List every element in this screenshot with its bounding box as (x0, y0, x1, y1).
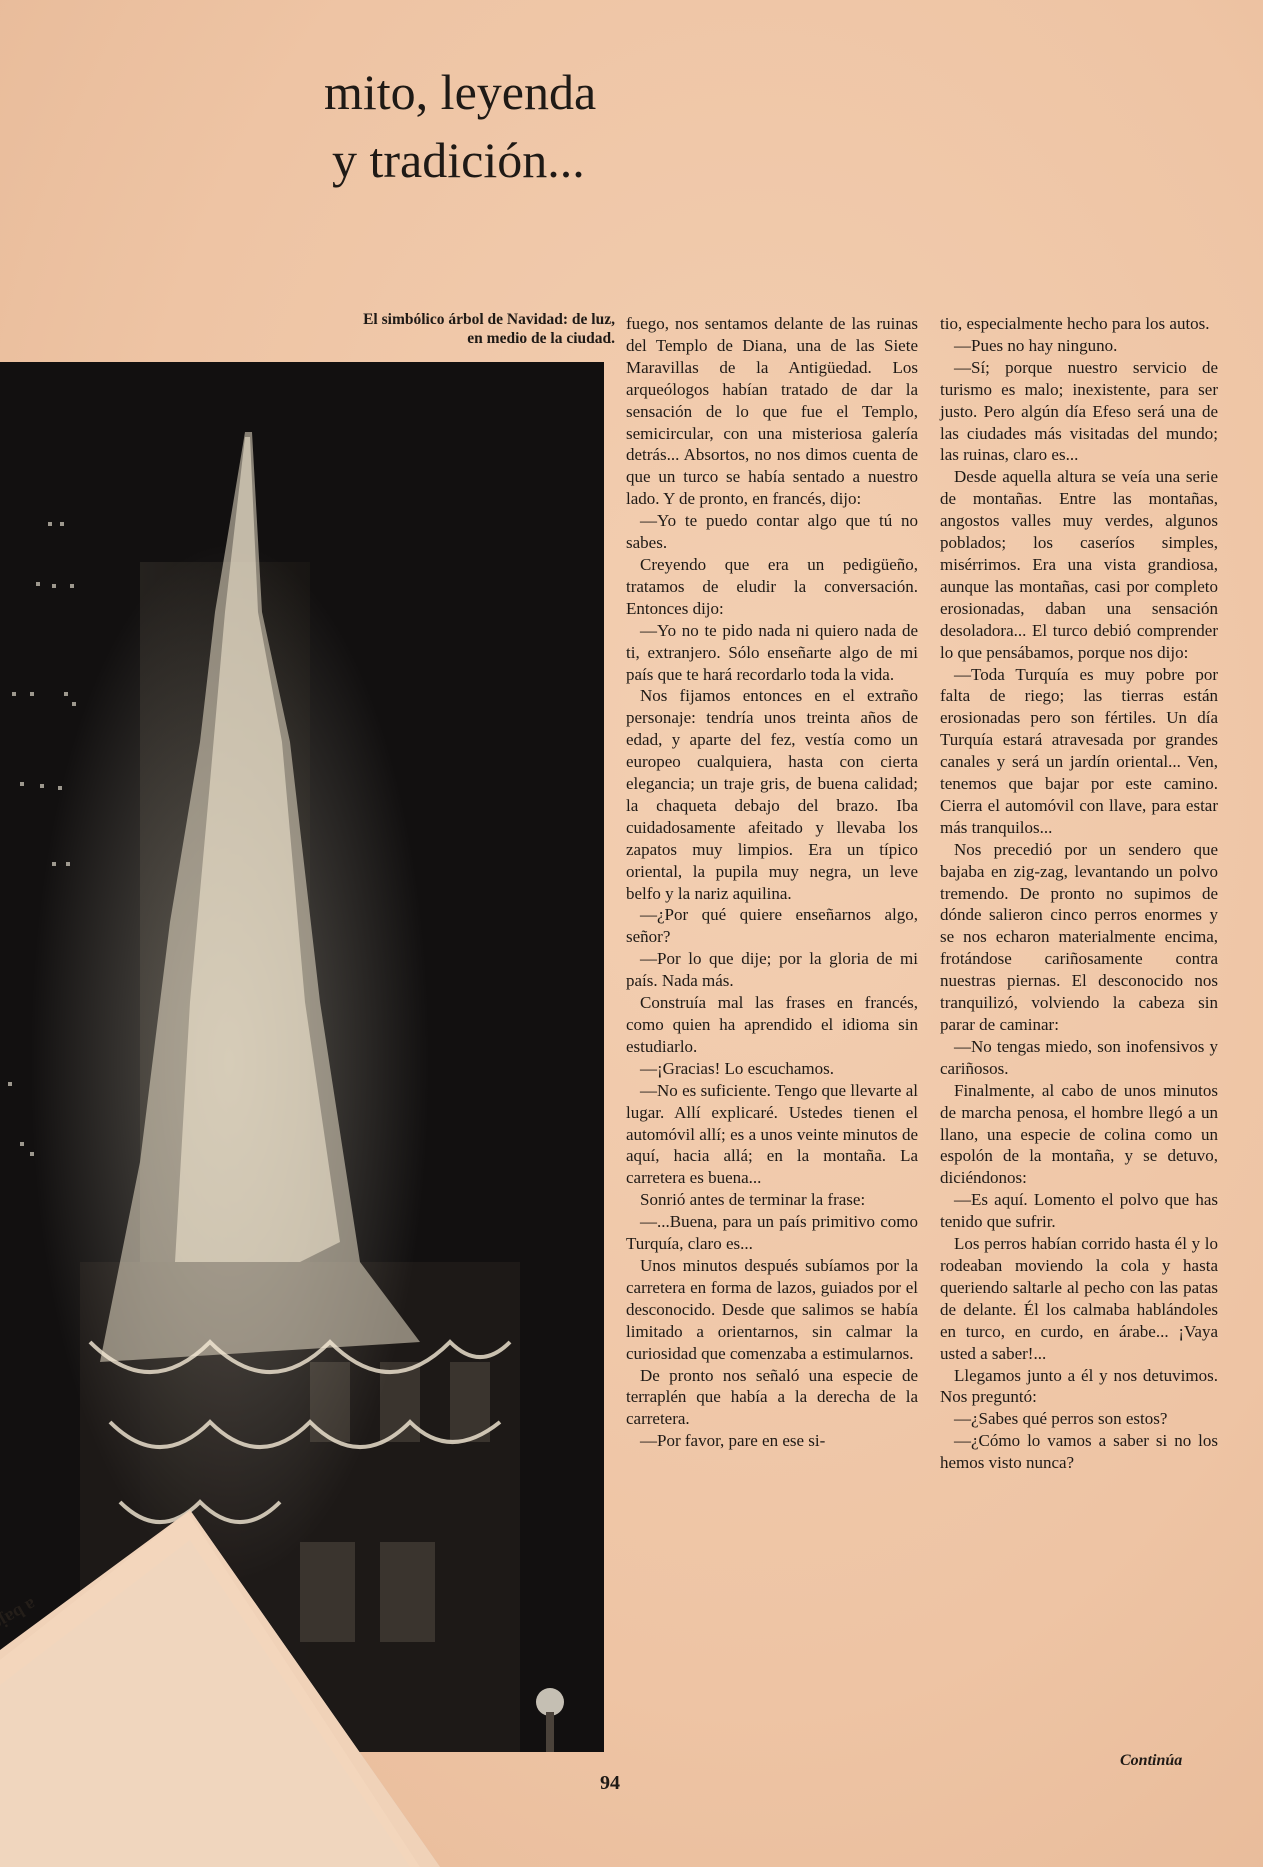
paragraph: —Yo te puedo contar algo que tú no sabes. (626, 511, 918, 553)
paragraph: Construía mal las frases en francés, como quien ha aprendido el idioma sin estudiarlo. (626, 993, 918, 1056)
paragraph: Nos fijamos entonces en el extraño personaje: tendría unos treinta años de edad, y aparte del fez, vestía como un europeo cualquiera, hasta con cierta elegancia; un traje gris, de buena calidad; la chaqueta debajo del brazo. Iba cuidadosamente afeitado y llevaba los zapatos muy limpios. Era un típico oriental, la pupila muy negra, un leve belfo y la nariz aquilina. (626, 686, 918, 903)
paragraph: Creyendo que era un pedigüeño, tratamos de eludir la conversación. Entonces dijo: (626, 554, 918, 618)
paragraph: Unos minutos después subíamos por la carretera en forma de lazos, guiados por el desconocido. Desde que salimos se había limitado a orientarnos, sin calmar la curiosidad que comenzaba a estimularnos. (626, 1255, 918, 1363)
title-line-2: y tradición... (332, 132, 585, 188)
caption-line-2: en medio de la ciudad. (467, 330, 615, 347)
paragraph: Nos precedió por un sendero que bajaba en zig-zag, levantando un polvo tremendo. De pronto no supimos de dónde salieron cinco perros enormes y se nos echaron materialmente encima, frotándose cariñosamente contra nuestras piernas. El desconocido nos tranquilizó, volviendo la cabeza sin parar de caminar: (940, 839, 1218, 1034)
paragraph: —Por lo que dije; por la gloria de mi país. Nada más. (626, 949, 918, 991)
paragraph: De pronto nos señaló una especie de terraplén que había a la derecha de la carretera. (626, 1365, 918, 1429)
paragraph: —Por favor, pare en ese si- (640, 1431, 826, 1451)
text-column-2 (940, 313, 1218, 1474)
paragraph: fuego, nos sentamos delante de las ruinas del Templo de Diana, una de las Siete Maravillas de la Antigüedad. Los arqueólogos habían tratado de dar la sensación de lo que fue el Templo, semicircular, con una misteriosa galería detrás... Absortos, no nos dimos cuenta de que un turco se había sentado a nuestro lado. Y de pronto, en francés, dijo: (626, 314, 918, 509)
paragraph: Desde aquella altura se veía una serie de montañas. Entre las montañas, angostos valles muy verdes, algunos poblados; los caseríos simples, misérrimos. Era una vista grandiosa, aunque las montañas, casi por completo erosionadas, daban una sensación desoladora... El turco debió comprender lo que pensábamos, porque nos dijo: (940, 467, 1218, 662)
text-column-1 (626, 313, 918, 1452)
paragraph: —¿Por qué quiere enseñarnos algo, señor? (626, 905, 918, 947)
paragraph: —Pues no hay ninguno. (954, 335, 1118, 355)
paragraph: —Sí; porque nuestro servicio de turismo es malo; inexistente, para ser justo. Pero algún día Efeso será una de las ciudades más visitadas del mundo; las ruinas, claro es... (940, 357, 1218, 465)
paragraph: —Toda Turquía es muy pobre por falta de riego; las tierras están erosionadas pero son fértiles. Un día Turquía estará atravesada por grandes canales y será un jardín oriental... Ven, tenemos que bajar por este camino. Cierra el automóvil con llave, para estar más tranquilos... (940, 664, 1218, 837)
photo-caption (250, 310, 615, 348)
folded-page-corner (0, 1500, 440, 1867)
paragraph: —Es aquí. Lomento el polvo que has tenido que sufrir. (940, 1190, 1218, 1232)
paragraph: —¿Sabes qué perros son estos? (954, 1409, 1168, 1429)
paragraph: —¿Cómo lo vamos a saber si no los hemos visto nunca? (940, 1431, 1218, 1473)
paragraph: —No es suficiente. Tengo que llevarte al lugar. Allí explicaré. Ustedes tienen el automóvil allí; es a unos veinte minutos de aquí, hacia allá; en la montaña. La carretera es buena... (626, 1080, 918, 1188)
paragraph: Llegamos junto a él y nos detuvimos. Nos preguntó: (940, 1365, 1218, 1407)
continued-label: Continúa (1120, 1752, 1183, 1769)
paragraph: —No tengas miedo, son inofensivos y cariñosos. (940, 1036, 1218, 1078)
paragraph: tio, especialmente hecho para los autos. (940, 314, 1210, 333)
paragraph: Sonrió antes de terminar la frase: (640, 1190, 866, 1210)
title-line-1: mito, leyenda (324, 64, 597, 120)
paragraph: Los perros habían corrido hasta él y lo rodeaban moviendo la cola y hasta queriendo saltarle al pecho con las patas de delante. Él los calmaba hablándoles en turco, en curdo, en árabe... ¡Vaya usted a saber!... (940, 1234, 1218, 1363)
paragraph: —¡Gracias! Lo escuchamos. (640, 1058, 835, 1078)
paragraph: —...Buena, para un país primitivo como Turquía, claro es... (626, 1212, 918, 1254)
paragraph: Finalmente, al cabo de unos minutos de marcha penosa, el hombre llegó a un llano, una especie de colina como un espolón de la montaña, y se detuvo, diciéndonos: (940, 1080, 1218, 1188)
page-number: 94 (600, 1772, 620, 1794)
article-title (300, 58, 720, 194)
caption-line-1: El simbólico árbol de Navidad: de luz, (363, 311, 615, 328)
paragraph: —Yo no te pido nada ni quiero nada de ti, extranjero. Sólo enseñarte algo de mi país que te hará recordarlo toda la vida. (626, 620, 918, 684)
